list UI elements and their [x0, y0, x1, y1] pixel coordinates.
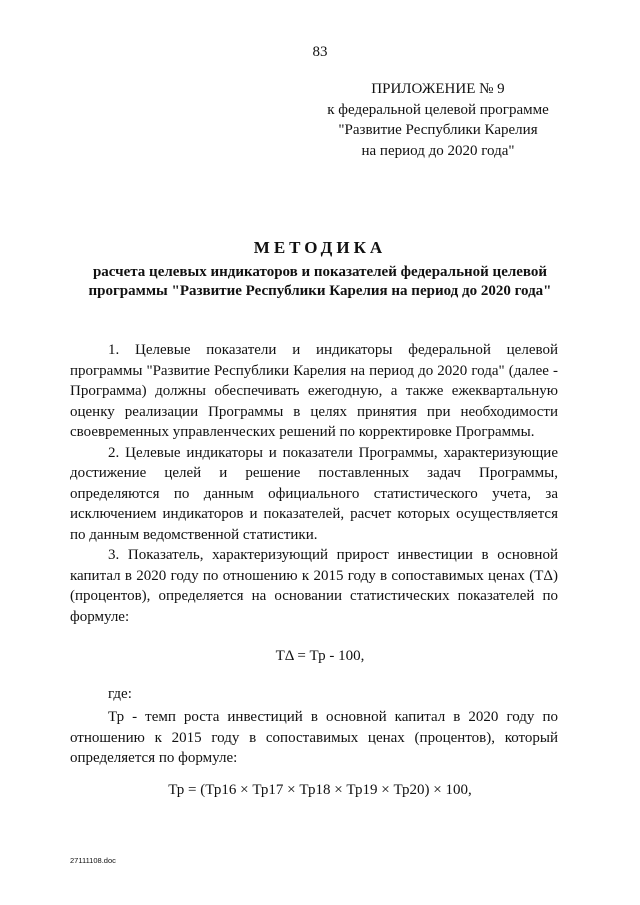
- paragraph-2: 2. Целевые индикаторы и показатели Программы, характеризующие достижение целей и решение поставленных задач Программы, определяются по данным официального статистического учета, за исключением индикаторов и показателей, расчет которых осуществляется по данным ведомственной статистики.: [70, 444, 558, 543]
- appendix-block: [312, 79, 564, 161]
- body-text: [70, 340, 558, 627]
- appendix-line-1: ПРИЛОЖЕНИЕ № 9: [371, 81, 505, 97]
- appendix-line-2: к федеральной целевой программе: [327, 101, 549, 118]
- definition-block: [70, 707, 558, 769]
- appendix-line-4: на период до 2020 года": [361, 142, 515, 159]
- document-subtitle: [60, 263, 580, 301]
- where-label: где:: [108, 686, 132, 702]
- formula-growth-rate: Тр = (Тр16 × Тр17 × Тр18 × Тр19 × Тр20) × 100,: [168, 782, 472, 798]
- definition-text: Тр - темп роста инвестиций в основной капитал в 2020 году по отношению к 2015 году в сопоставимых ценах (процентов), который определяется по формуле:: [70, 709, 558, 766]
- subtitle-line-1: расчета целевых индикаторов и показателей федеральной целевой: [92, 264, 548, 280]
- document-title: МЕТОДИКА: [253, 238, 387, 257]
- formula-increase: ТΔ = Тр - 100,: [275, 648, 365, 664]
- subtitle-line-2: программы "Развитие Республики Карелия на период до 2020 года": [88, 283, 552, 299]
- appendix-line-3: "Развитие Республики Карелия: [338, 122, 538, 138]
- page-number: 83: [312, 44, 328, 60]
- paragraph-3: 3. Показатель, характеризующий прирост инвестиции в основной капитал в 2020 году по отношению к 2015 году в сопоставимых ценах (ТΔ) (процентов), определяется на основании статистических показателей по формуле:: [70, 547, 558, 625]
- paragraph-1: 1. Целевые показатели и индикаторы федеральной целевой программы "Развитие Республики Карелия на период до 2020 года" (далее - Программа) должны обеспечивать ежегодную, а также ежеквартальную оценку реализации Программы в целях принятия при необходимости своевременных управленческих решений по корректировке Программы.: [70, 342, 558, 440]
- footer-filename: 27111108.doc: [70, 856, 116, 865]
